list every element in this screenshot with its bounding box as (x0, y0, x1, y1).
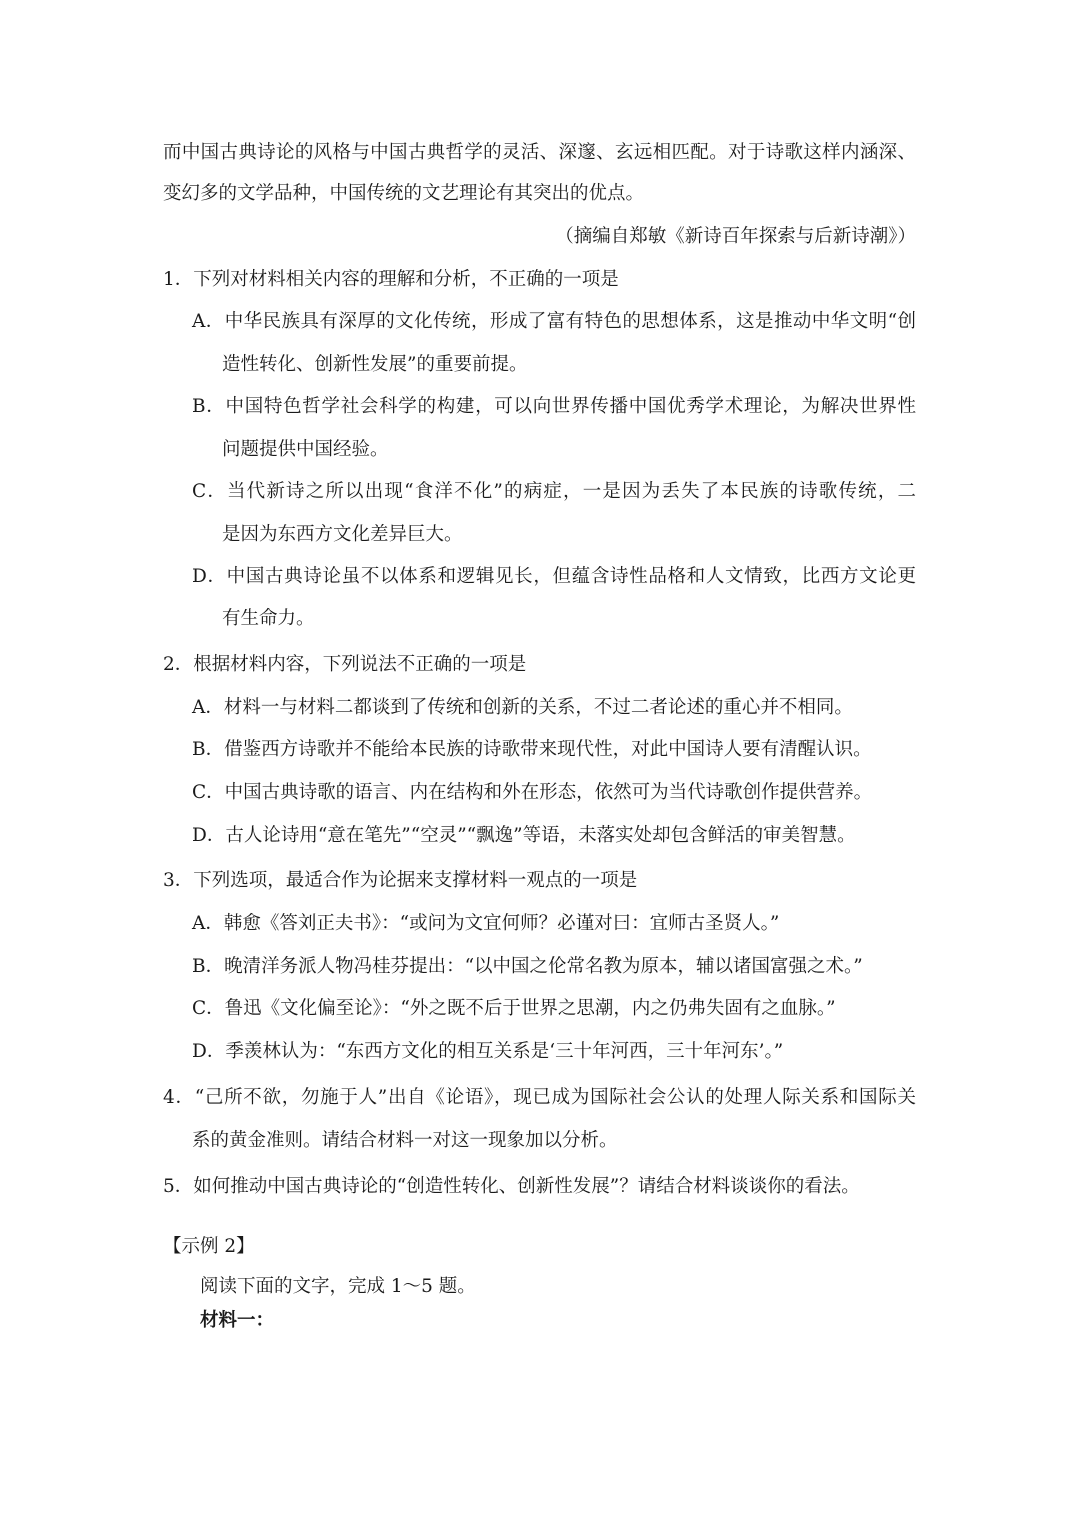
q3-option-a: A．韩愈《答刘正夫书》：“或问为文宜何师？必谨对曰：宜师古圣贤人。” (192, 913, 780, 934)
q3-option-c: C．鲁迅《文化偏至论》：“外之既不后于世界之思潮，内之仍弗失固有之血脉。” (192, 998, 836, 1019)
material-label: 材料一： (200, 1310, 275, 1331)
question-5: 5．如何推动中国古典诗论的“创造性转化、创新性发展”？请结合材料谈谈你的看法。 (163, 1176, 860, 1197)
q2-option-d: D．古人论诗用“意在笔先”“空灵”“飘逸”等语，未落实处却包含鲜活的审美智慧。 (192, 825, 856, 846)
q2-option-b: B．借鉴西方诗歌并不能给本民族的诗歌带来现代性，对此中国诗人要有清醒认识。 (192, 739, 872, 760)
q1-option-c-cont: 是因为东西方文化差异巨大。 (222, 524, 463, 545)
question-4: 4．“己所不欲，勿施于人”出自《论语》，现已成为国际社会公认的处理人际关系和国际关 (163, 1087, 916, 1108)
question-2-stem: 2．根据材料内容，下列说法不正确的一项是 (163, 654, 527, 675)
q3-option-b: B．晚清洋务派人物冯桂芬提出：“以中国之伦常名教为原本，辅以诸国富强之术。” (192, 956, 863, 977)
q1-option-d-cont: 有生命力。 (222, 608, 315, 629)
q3-option-d: D．季羡林认为：“东西方文化的相互关系是‘三十年河西，三十年河东’。” (192, 1041, 784, 1062)
q1-option-a-cont: 造性转化、创新性发展”的重要前提。 (222, 354, 528, 375)
q1-option-a: A．中华民族具有深厚的文化传统，形成了富有特色的思想体系，这是推动中华文明“创 (192, 311, 916, 332)
source-citation: （摘编自郑敏《新诗百年探索与后新诗潮》） (555, 226, 916, 247)
q1-option-b-cont: 问题提供中国经验。 (222, 439, 389, 460)
q2-option-c: C．中国古典诗歌的语言、内在结构和外在形态，依然可为当代诗歌创作提供营养。 (192, 782, 873, 803)
example-heading: 【示例 2】 (163, 1236, 255, 1257)
passage-line: 变幻多的文学品种，中国传统的文艺理论有其突出的优点。 (163, 183, 645, 204)
example-instruction: 阅读下面的文字，完成 1～5 题。 (200, 1276, 476, 1297)
question-4-cont: 系的黄金准则。请结合材料一对这一现象加以分析。 (192, 1130, 618, 1151)
q1-option-b: B．中国特色哲学社会科学的构建，可以向世界传播中国优秀学术理论，为解决世界性 (192, 396, 916, 417)
passage-line: 而中国古典诗论的风格与中国古典哲学的灵活、深邃、玄远相匹配。对于诗歌这样内涵深、 (163, 142, 916, 163)
question-1-stem: 1．下列对材料相关内容的理解和分析，不正确的一项是 (163, 269, 619, 290)
q1-option-d: D．中国古典诗论虽不以体系和逻辑见长，但蕴含诗性品格和人文情致，比西方文论更 (192, 566, 916, 587)
question-3-stem: 3．下列选项，最适合作为论据来支撑材料一观点的一项是 (163, 870, 638, 891)
q2-option-a: A．材料一与材料二都谈到了传统和创新的关系，不过二者论述的重心并不相同。 (192, 697, 853, 718)
q1-option-c: C．当代新诗之所以出现“食洋不化”的病症，一是因为丢失了本民族的诗歌传统，二 (192, 481, 916, 502)
